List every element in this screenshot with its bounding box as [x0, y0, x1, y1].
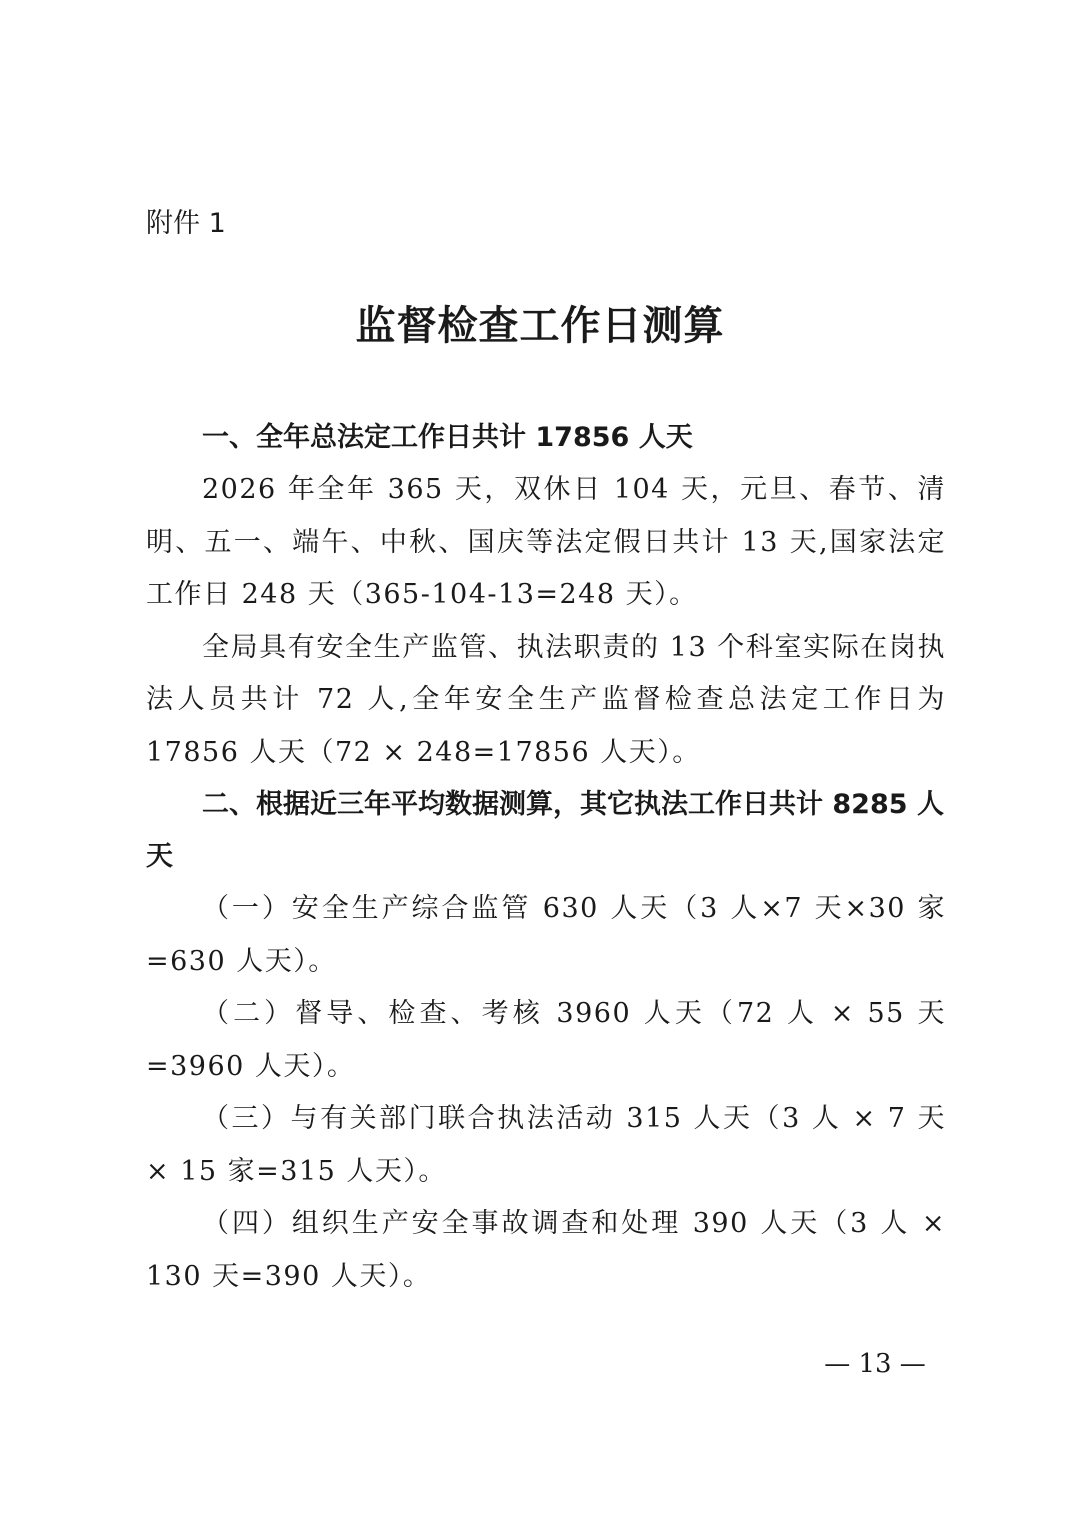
section-2-item-4: （四）组织生产安全事故调查和处理 390 人天（3 人 × 130 天=390 人天）。: [146, 1208, 946, 1292]
section-2-item-2: （二）督导、检查、考核 3960 人天（72 人 × 55 天=3960 人天）。: [146, 998, 946, 1082]
document-title: 监督检查工作日测算: [355, 302, 725, 349]
section-2-item-3: （三）与有关部门联合执法活动 315 人天（3 人 × 7 天 × 15 家=315 人天）。: [146, 1103, 946, 1187]
section-2-item-1: （一）安全生产综合监管 630 人天（3 人×7 天×30 家=630 人天）。: [146, 893, 946, 977]
section-1-heading: 一、全年总法定工作日共计 17856 人天: [202, 422, 693, 453]
section-1-paragraph-1: 2026 年全年 365 天，双休日 104 天，元旦、春节、清明、五一、端午、中秋、国庆等法定假日共计 13 天,国家法定工作日 248 天（365-104-13=248 天）。: [146, 474, 946, 610]
section-2-heading: 二、根据近三年平均数据测算，其它执法工作日共计 8285 人天: [146, 789, 944, 872]
section-1-paragraph-2: 全局具有安全生产监管、执法职责的 13 个科室实际在岗执法人员共计 72 人,全年安全生产监督检查总法定工作日为 17856 人天（72 × 248=17856 人天）。: [146, 631, 946, 768]
document-body: [146, 412, 946, 1303]
page-number: — 13 —: [824, 1349, 926, 1379]
attachment-label: 附件 1: [146, 208, 226, 239]
